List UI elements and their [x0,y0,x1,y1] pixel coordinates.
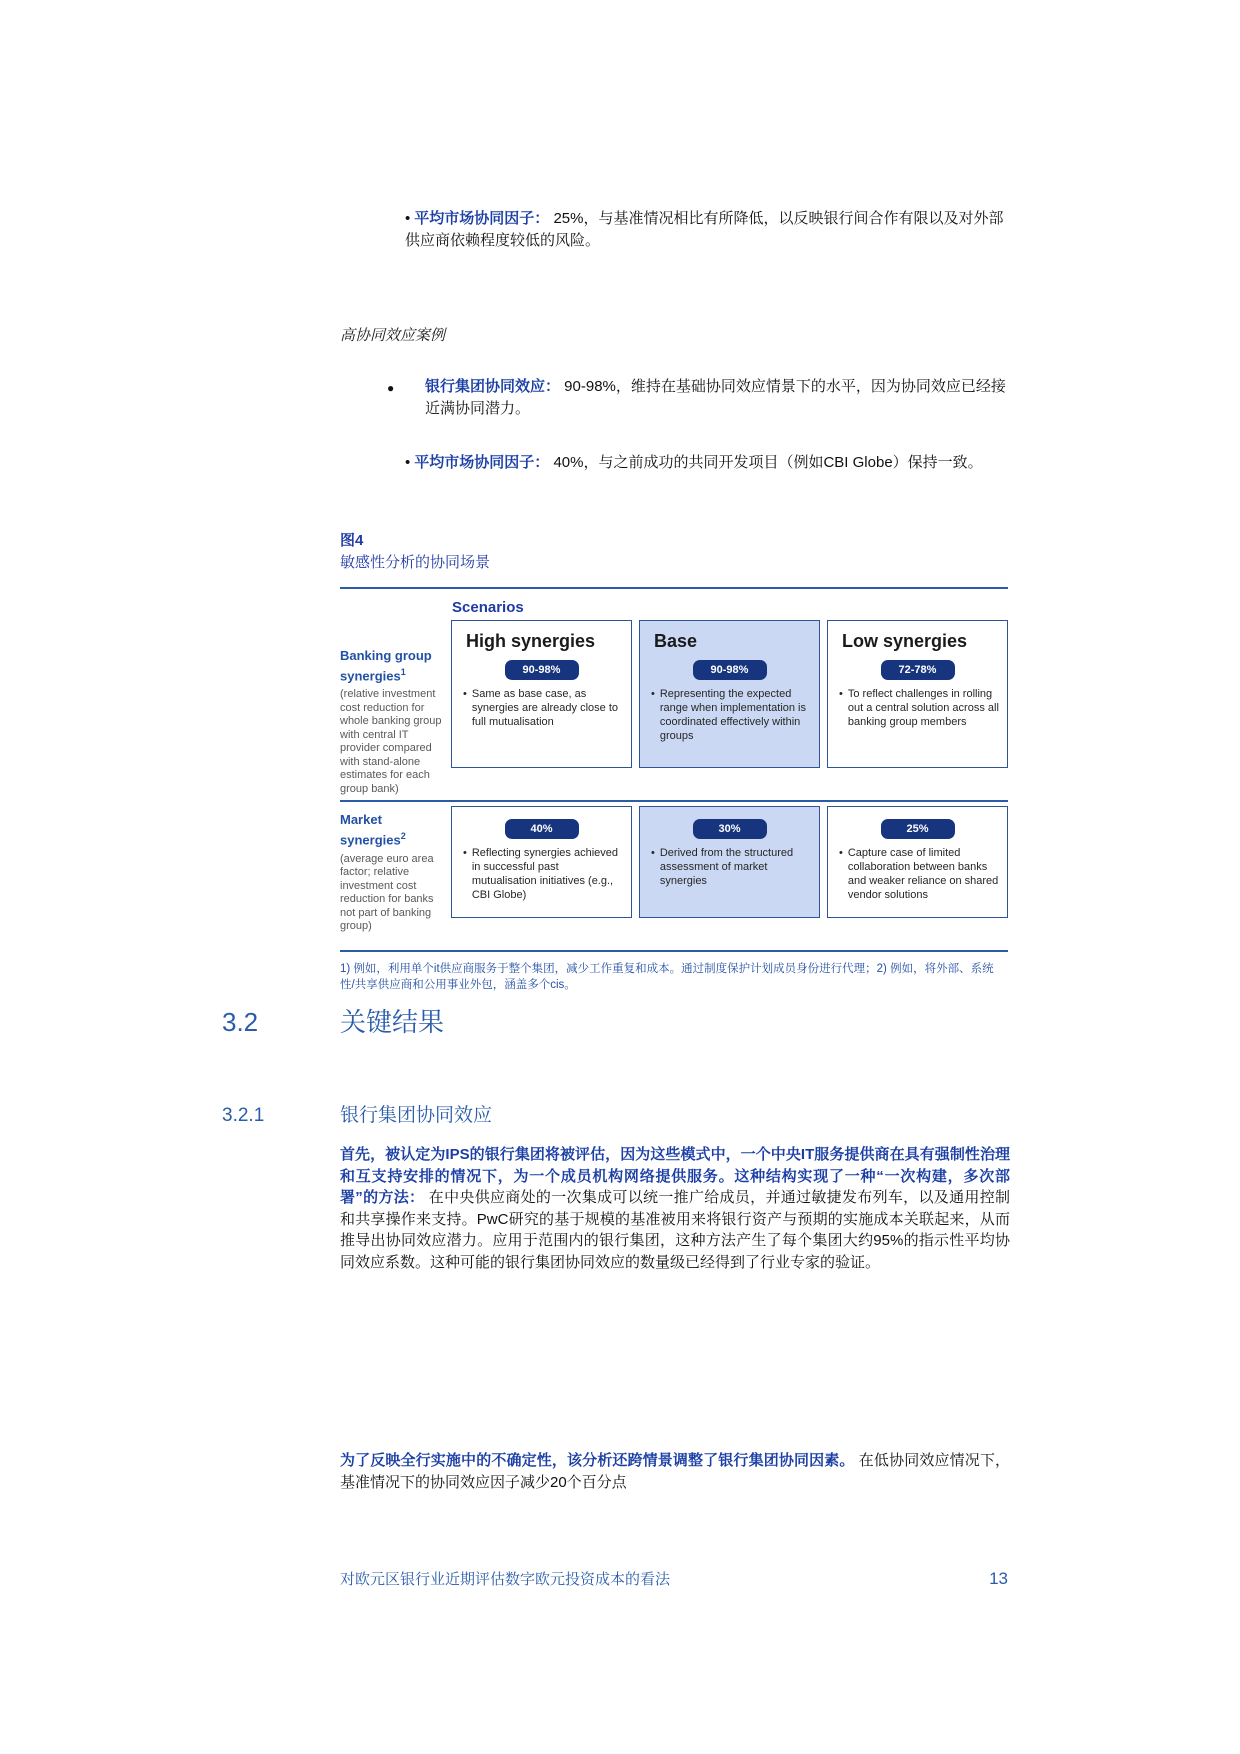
cell-bullet-text: Representing the expected range when implementation is coordinated effectively within groups [659,688,806,742]
paragraph-text: 在中央供应商处的一次集成可以统一推广给成员，并通过敏捷发布列车，以及通用控制和共享操作来支持。PwC研究的基于规模的基准被用来将银行资产与预期的实施成本关联起来，从而推导出协同效应潜力。应用于范围内的银行集团，这种方法产生了每个集团大约95%的指示性平均协同效应系数。这种可能的银行集团协同效应的数量级已经得到了行业专家的验证。 [340,1189,1010,1271]
value-badge: 72-78% [881,660,955,680]
bullet-marker: • [405,454,411,471]
cell-bullet [452,839,631,902]
section-number: 3.2 [222,1007,259,1037]
cell-bullet [452,680,631,729]
cell-bullet [640,680,819,743]
scenarios-header: Scenarios [452,599,524,616]
cell-bullet [828,839,1007,902]
section-title: 关键结果 [340,1007,445,1037]
cell-bullet-text: Capture case of limited collaboration between banks and weaker reliance on shared vendor solutions [847,847,999,902]
cell-low-market [827,806,1008,918]
figure-4 [340,531,1008,993]
cell-low-banking [827,620,1008,768]
bullet-marker: ● [387,381,395,395]
paragraph-text: 在低协同效应情况下，基准情况下的协同效应因子减少20个百分点 [340,1452,1010,1491]
section-title: 银行集团协同效应 [340,1105,493,1126]
cell-bullet-text: Reflecting synergies achieved in successful past mutualisation initiatives (e.g., CBI Globe) [471,847,618,902]
bullet-marker: • [839,847,843,860]
figure-row-market [340,806,1008,933]
bullet-text: 40%，与之前成功的共同开发项目（例如CBI Globe）保持一致。 [549,454,983,471]
value-badge: 25% [881,819,955,839]
bullet-marker: • [651,688,655,700]
footer-document-title: 对欧元区银行业近期评估数字欧元投资成本的看法 [340,1571,671,1588]
row-label-col [340,806,444,933]
bullet-marker: • [463,688,467,700]
value-badge: 90-98% [693,660,767,680]
figure-row-banking-group [340,620,1008,796]
bullet-text: 25%，与基准情况相比有所降低，以反映银行间合作有限以及对外部供应商依赖程度较低的风险。 [405,210,1004,249]
bullet-lead-bold: 平均市场协同因子： [414,454,550,471]
bullet-lead-bold: 平均市场协同因子： [414,210,550,227]
row-caption: (average euro area factor; relative investment cost reduction for banks not part of banking group) [340,852,434,933]
row-label [340,648,444,684]
cell-bullet [640,839,819,888]
value-badge: 40% [505,819,579,839]
value-badge: 90-98% [505,660,579,680]
cell-bullet [828,680,1007,729]
cell-high-market [451,806,632,918]
column-title-low: Low synergies [842,631,968,651]
figure-top-rule [340,587,1008,589]
row-label-col [340,620,444,796]
bullet-marker: • [463,847,467,860]
cell-high-banking [451,620,632,768]
section-heading-3-2 [222,1002,444,1039]
value-badge: 30% [693,819,767,839]
row-caption: (relative investment cost reduction for whole banking group with central IT provider compared with stand-alone estimates for each group bank) [340,688,442,795]
figure-footnote: 1) 例如，利用单个it供应商服务于整个集团，减少工作重复和成本。通过制度保护计划成员身份进行代理；2) 例如，将外部、系统性/共享供应商和公用事业外包，涵盖多个cis。 [340,962,994,991]
body-paragraph-1 [340,1144,1010,1273]
figure-bottom-rule [340,950,1008,952]
cell-bullet-text: Same as base case, as synergies are already close to full mutualisation [471,688,618,728]
bullet-marker: • [839,688,843,700]
bullet-marker: • [651,847,655,860]
column-title-high: High synergies [466,631,596,651]
bullet-item-market-synergy-25 [405,208,1017,252]
bullet-marker: • [405,210,411,227]
row-label-sup: 2 [400,831,406,842]
cell-base-market [639,806,820,918]
row-label-text: Banking group synergies [340,648,432,684]
bullet-item-market-synergy-40 [405,452,1017,474]
row-label-text: Market synergies [340,812,401,848]
paragraph-bold-lead: 首先，被认定为IPS的银行集团将被评估，因为这些模式中，一个中央IT服务提供商在具有强制性治理和互支持安排的情况下，为一个成员机构网络提供服务。这种结构实现了一种“一次构建，多次部署”的方法： [340,1146,1010,1206]
body-paragraph-2 [340,1450,1010,1493]
section-number: 3.2.1 [222,1105,265,1126]
figure-title: 敏感性分析的协同场景 [340,554,491,571]
subsection-italic-heading: 高协同效应案例 [340,327,446,344]
figure-row-divider [340,800,1008,802]
footer-page-number: 13 [989,1569,1008,1588]
figure-label: 图4 [340,532,364,549]
bullet-item-banking-group-90-98 [385,376,1013,420]
section-heading-3-2-1 [222,1100,492,1127]
row-label [340,812,444,848]
cell-bullet-text: Derived from the structured assessment of market synergies [659,847,794,888]
page-footer [340,1568,1008,1589]
row-label-sup: 1 [400,667,406,677]
bullet-lead-bold: 银行集团协同效应： [425,378,561,395]
column-title-base: Base [654,631,698,651]
cell-base-banking [639,620,820,768]
cell-bullet-text: To reflect challenges in rolling out a central solution across all banking group members [847,688,999,728]
paragraph-bold-lead: 为了反映全行实施中的不确定性，该分析还跨情景调整了银行集团协同因素。 [340,1452,855,1469]
bullet-text: 90-98%，维持在基础协同效应情景下的水平，因为协同效应已经接近满协同潜力。 [425,378,1006,417]
